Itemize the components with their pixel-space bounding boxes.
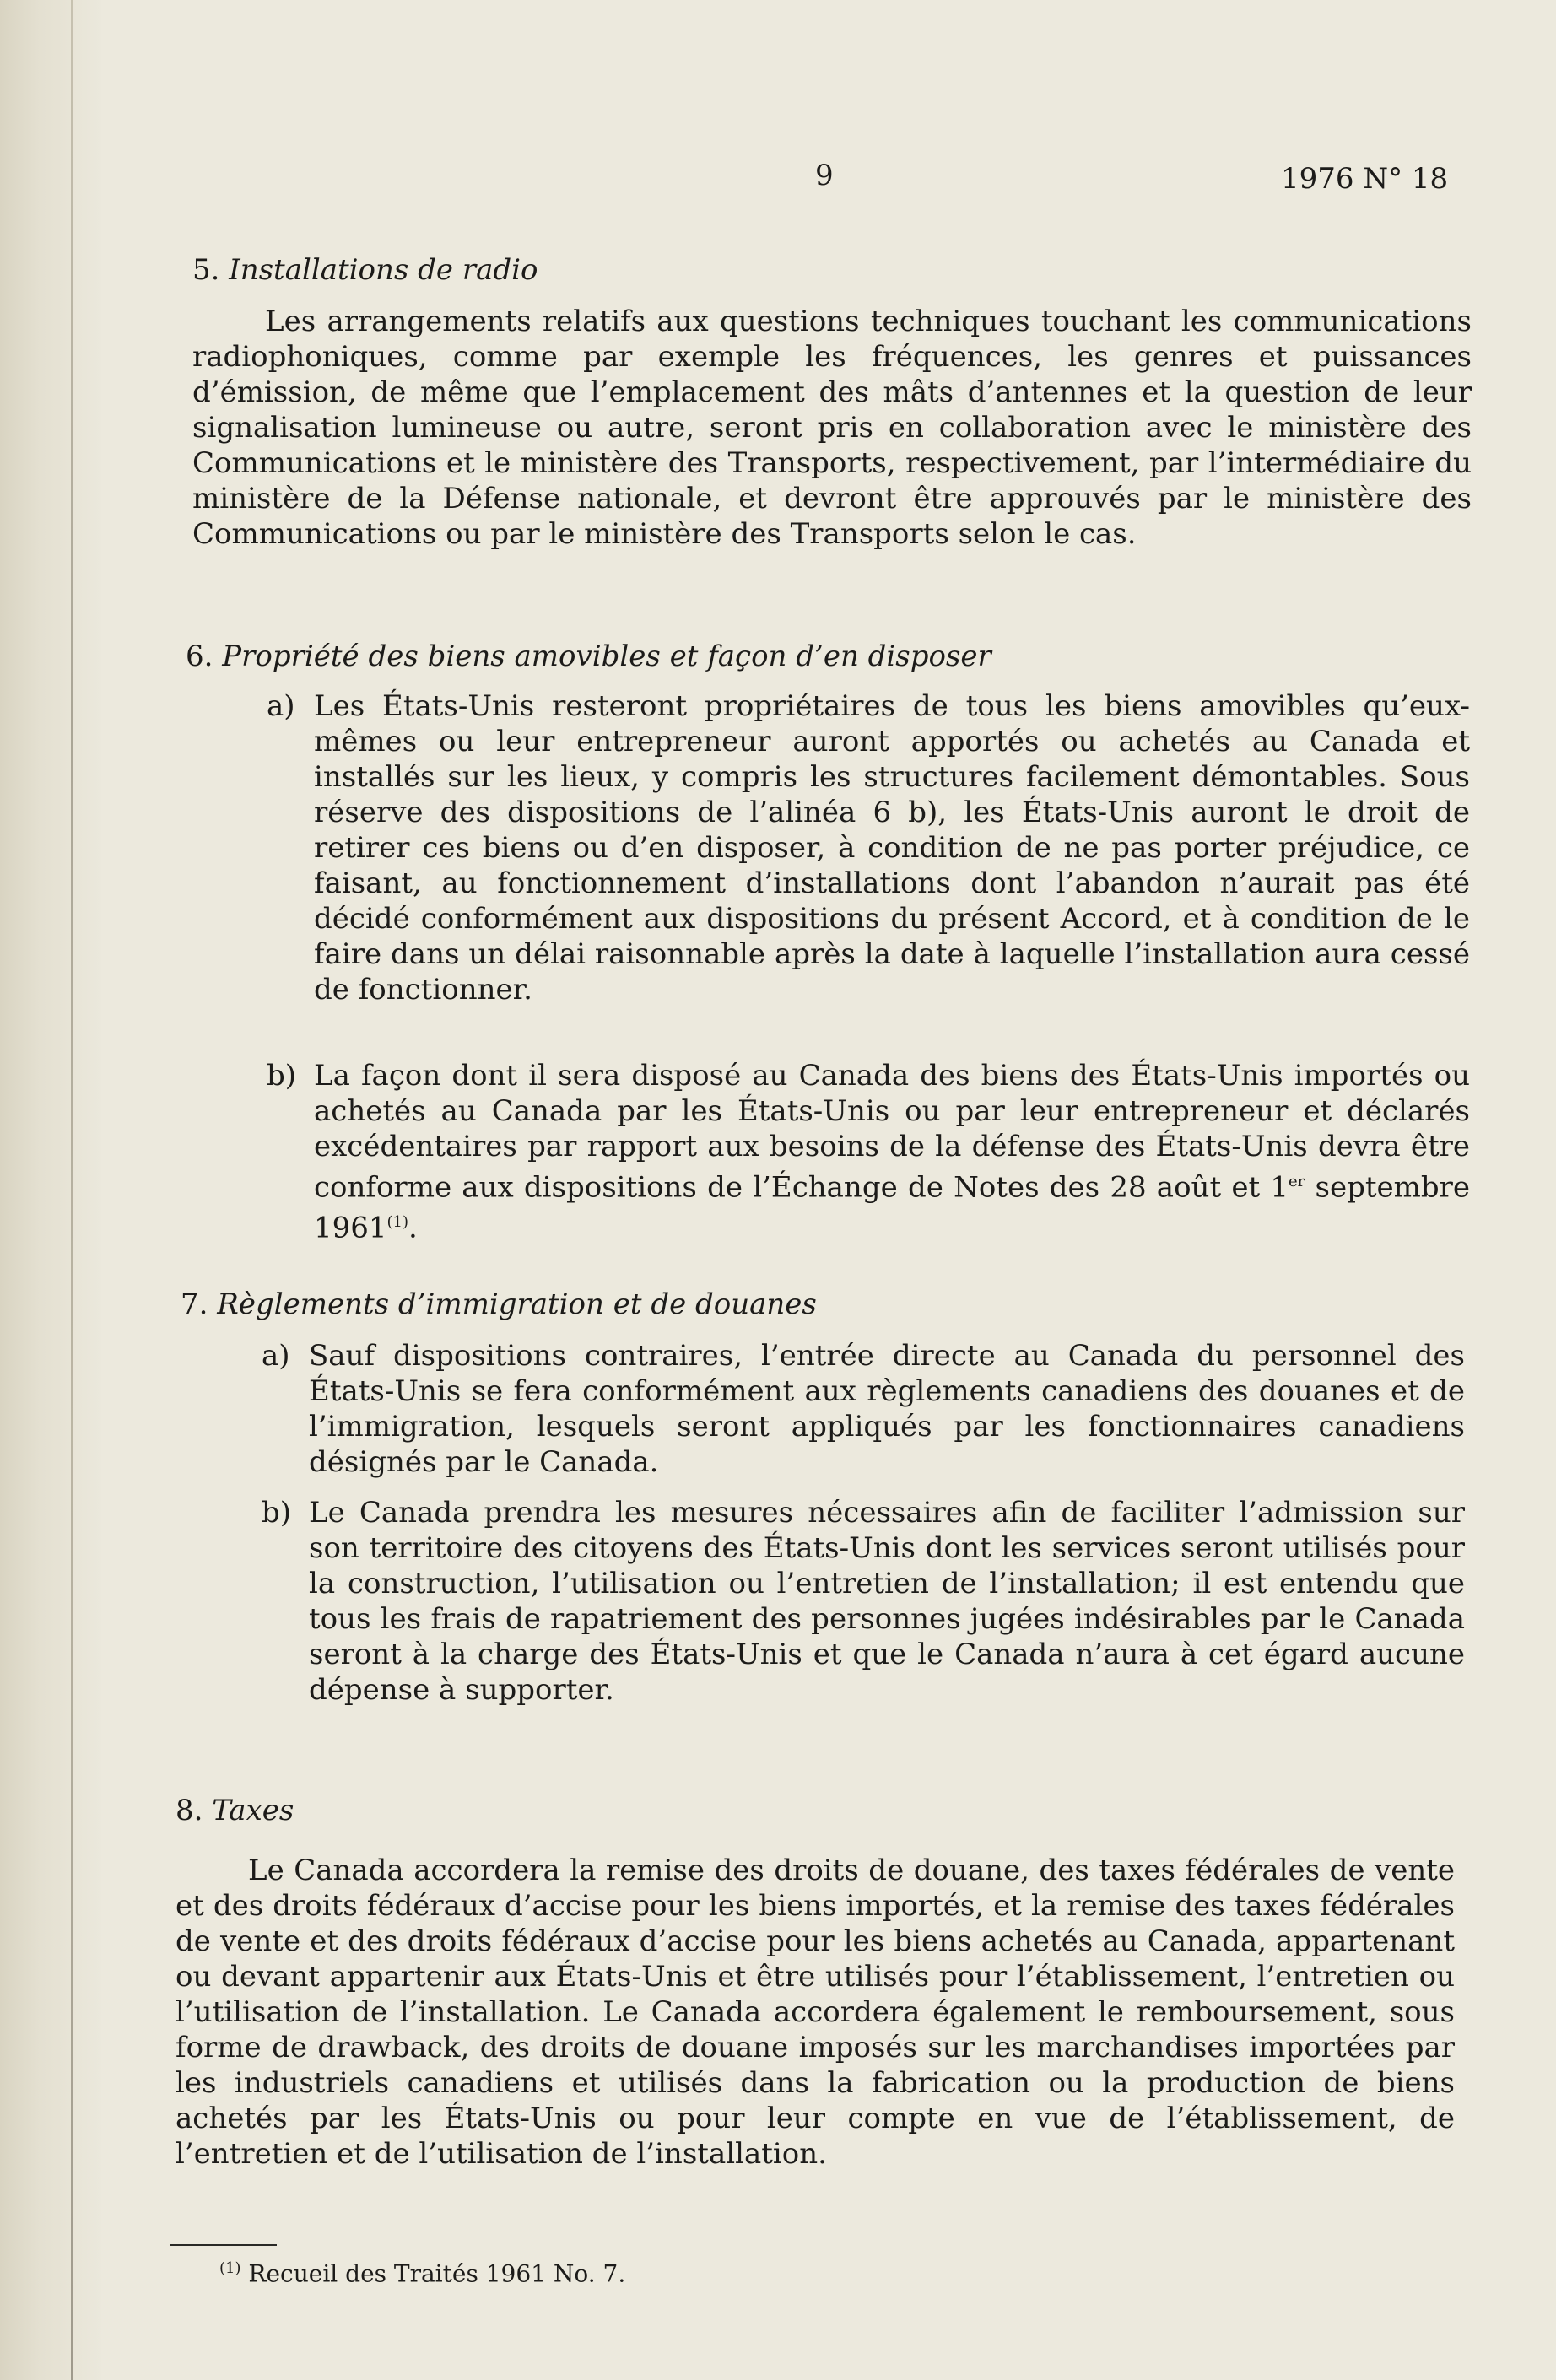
section-title: Propriété des biens amovibles et façon d’en disposer (222, 640, 991, 673)
section-number: 7. (181, 1287, 208, 1321)
section-8-paragraph: Le Canada accordera la remise des droits de douane, des taxes fédérales de vente et des droits fédéraux d’accise pour les biens importés, et la remise des taxes fédérales de vente et des droits fédéraux d’accise pour les biens achetés au Canada, appartenant ou devant appartenir aux États-Unis et être utilisés pour l’établissement, l’entretien ou l’utilisation de l’installation. Le Canada accordera également le remboursement, sous forme de drawback, des droits de douane imposés sur les marchandises importées par les industriels canadiens et utilisés dans la fabrication ou la production de biens achetés par les États-Unis ou pour leur compte en vue de l’établissement, de l’entretien et de l’utilisation de l’installation. (176, 1854, 1455, 2171)
item-text: Les États-Unis resteront propriétaires de tous les biens amovibles qu’eux-mêmes ou leur entrepreneur auront apportés ou achetés au Canada et installés sur les lieux, y compris les structures facilement démontables. Sous réserve des dispositions de l’alinéa 6 b), les États-Unis auront le droit de retirer ces biens ou d’en disposer, à condition de ne pas porter préjudice, ce faisant, au fonctionnement d’installations dont l’abandon n’aurait pas été décidé conformément aux dispositions du présent Accord, et à condition de le faire dans un délai raisonnable après la date à laquelle l’installation aura cessé de fonctionner. (314, 689, 1470, 1007)
item-text: Le Canada prendra les mesures nécessaires afin de faciliter l’admission sur son territoire des citoyens des États-Unis dont les services seront utilisés pour la construction, l’utilisation ou l’entretien de l’installation; il est entendu que tous les frais de rapatriement des personnes jugées indésirables par le Canada seront à la charge des États-Unis et que le Canada n’aura à cet égard aucune dépense à supporter. (309, 1496, 1465, 1707)
section-title: Règlements d’immigration et de douanes (217, 1287, 817, 1321)
item-label: a) (267, 689, 295, 723)
item-label: b) (267, 1059, 297, 1093)
section-number: 5. (192, 253, 220, 287)
section-7-heading (181, 1287, 817, 1321)
superscript-er: er (1289, 1173, 1305, 1190)
footnote-rule (170, 2244, 277, 2246)
footnote-ref: (1) (386, 1213, 409, 1232)
section-number: 8. (176, 1794, 203, 1827)
item-text: Sauf dispositions contraires, l’entrée directe au Canada du personnel des États-Unis se fera conformément aux règlements canadiens des douanes et de l’immigration, lesquels seront appliqués par les fonctionnaires canadiens désignés par le Canada. (309, 1339, 1465, 1479)
section-5-paragraph: Les arrangements relatifs aux questions techniques touchant les communications radiophoniques, comme par exemple les fréquences, les genres et puissances d’émission, de même que l’emplacement des mâts d’antennes et la question de leur signalisation lumineuse ou autre, seront pris en collaboration avec le ministère des Communications et le ministère des Transports, respectivement, par l’intermédiaire du ministère de la Défense nationale, et devront être approuvés par le ministère des Communications ou par le ministère des Transports selon le cas. (192, 305, 1472, 551)
section-5-heading (192, 253, 538, 287)
section-8-heading (176, 1794, 294, 1827)
section-number: 6. (186, 640, 213, 673)
item-text-end: . (408, 1211, 418, 1245)
section-title: Taxes (212, 1794, 294, 1827)
item-text-date: septembre 1961 (314, 1170, 1470, 1245)
item-text-main: La façon dont il sera disposé au Canada des biens des États-Unis importés ou achetés au Canada par les États-Unis ou par leur entrepreneur et déclarés excédentaires par rapport aux besoins de la défense des États-Unis devra être conforme aux dispositions de l’Échange de Notes des 28 août et 1 (314, 1059, 1470, 1205)
footnote (219, 2259, 625, 2287)
item-text (314, 1058, 1470, 1246)
item-label: a) (262, 1339, 290, 1373)
section-6-heading (186, 640, 991, 673)
footnote-marker: (1) (219, 2259, 241, 2277)
document-reference: 1976 N° 18 (1281, 162, 1449, 196)
footnote-text: Recueil des Traités 1961 No. 7. (240, 2259, 626, 2288)
section-title: Installations de radio (229, 253, 538, 287)
page-number: 9 (815, 159, 834, 192)
item-label: b) (262, 1496, 292, 1530)
